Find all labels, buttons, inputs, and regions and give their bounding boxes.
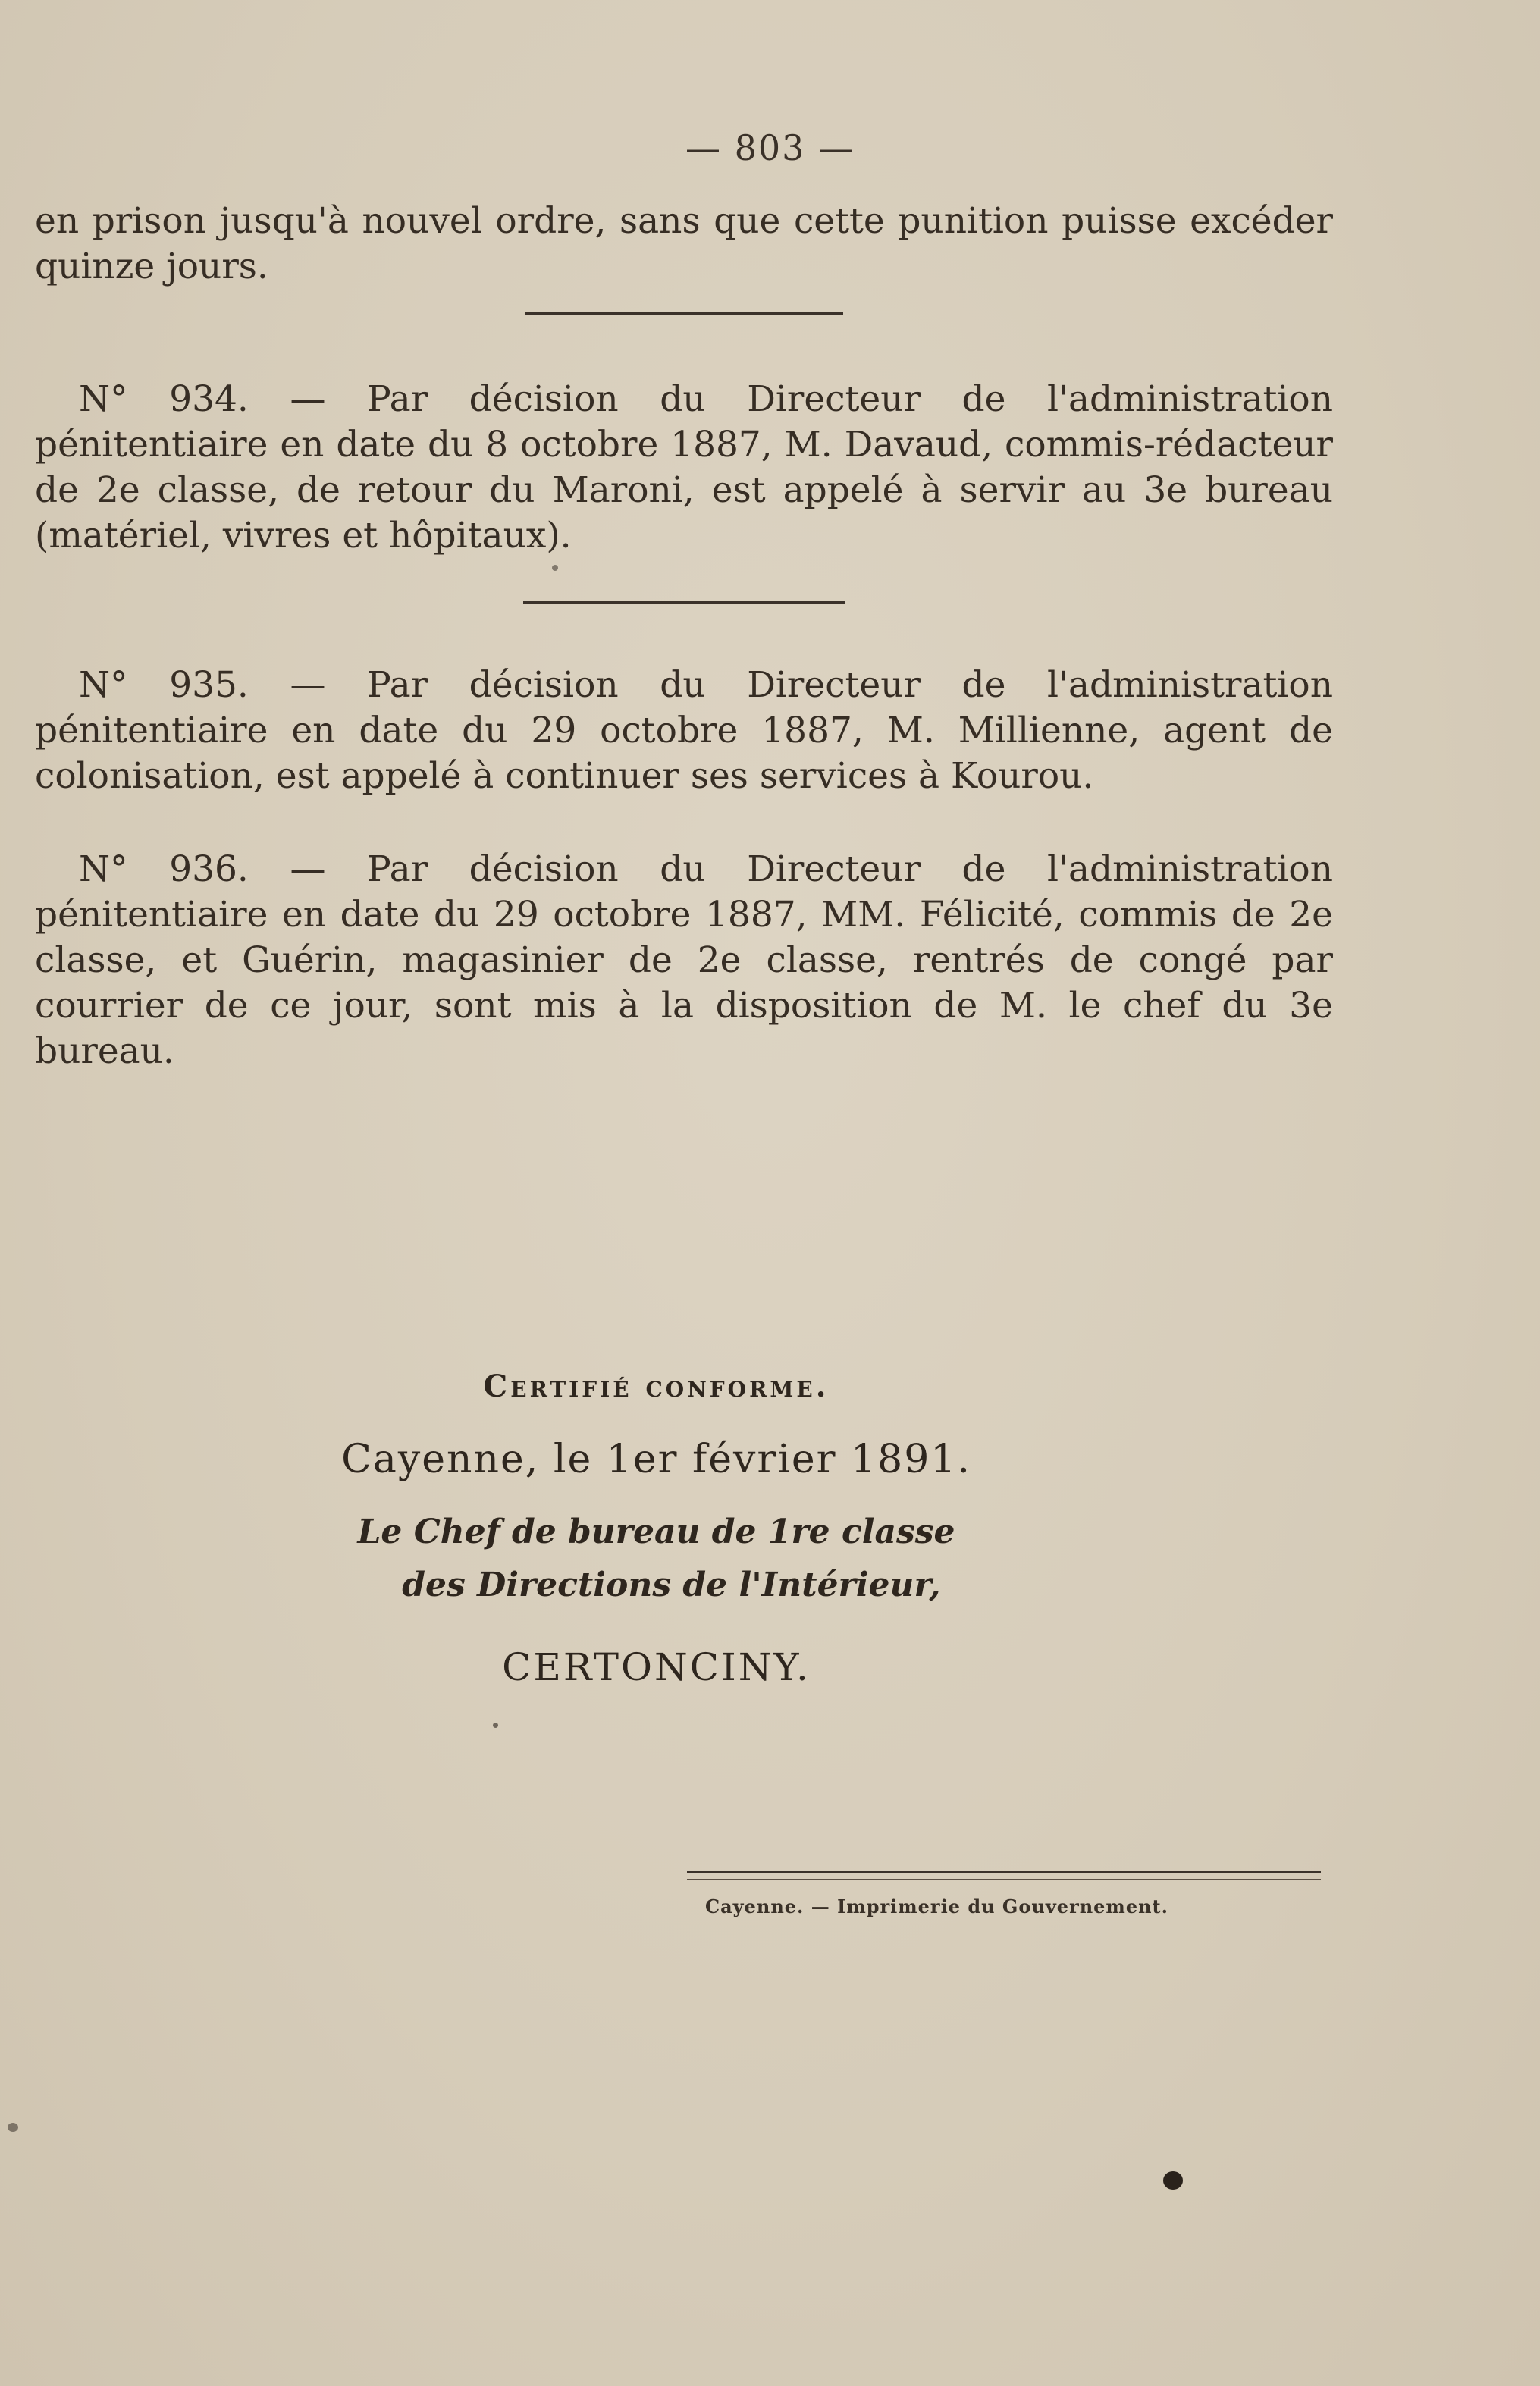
ink-spot <box>1163 2171 1183 2190</box>
separator-rule <box>525 312 843 315</box>
paragraph-text: en prison jusqu'à nouvel ordre, sans que cette punition puisse excéder quinze jours. <box>35 200 1333 287</box>
separator-rule <box>523 601 845 604</box>
ink-spot <box>8 2123 18 2132</box>
footer-rule-thin <box>687 1879 1321 1880</box>
paragraph-936 <box>35 847 1333 1074</box>
paragraph-933-end <box>35 199 1333 290</box>
certification-date: Cayenne, le 1er février 1891. <box>341 1437 971 1482</box>
page-number: — 803 — <box>685 127 855 168</box>
certification-signature: CERTONCINY. <box>502 1645 811 1689</box>
printer-imprint: Cayenne. — Imprimerie du Gouvernement. <box>705 1895 1168 1917</box>
paragraph-934 <box>35 377 1333 559</box>
ink-spot <box>552 565 558 571</box>
certification-heading: Certifié conforme. <box>483 1369 830 1404</box>
paragraph-text: N° 935. — Par décision du Directeur de l'administration pénitentiaire en date du 29 octobre 1887, M. Millienne, agent de colonisation, est appelé à continuer ses services à Kourou. <box>35 664 1333 797</box>
paragraph-935 <box>35 663 1333 799</box>
paragraph-text: N° 934. — Par décision du Directeur de l'administration pénitentiaire en date du 8 octobre 1887, M. Davaud, commis-rédacteur de 2e classe, de retour du Maroni, est appelé à servir au 3e bureau (matériel, vivres et hôpitaux). <box>35 378 1333 557</box>
footer-rule <box>687 1871 1321 1873</box>
certification-directions: des Directions de l'Intérieur, <box>402 1566 941 1604</box>
paragraph-text: N° 936. — Par décision du Directeur de l'administration pénitentiaire en date du 29 octobre 1887, MM. Félicité, commis de 2e classe, et Guérin, magasinier de 2e classe, rentrés de congé par courrier de ce jour, sont mis à la disposition de M. le chef du 3e bureau. <box>35 848 1333 1072</box>
ink-spot <box>493 1723 498 1728</box>
certification-chef: Le Chef de bureau de 1re classe <box>357 1513 955 1551</box>
